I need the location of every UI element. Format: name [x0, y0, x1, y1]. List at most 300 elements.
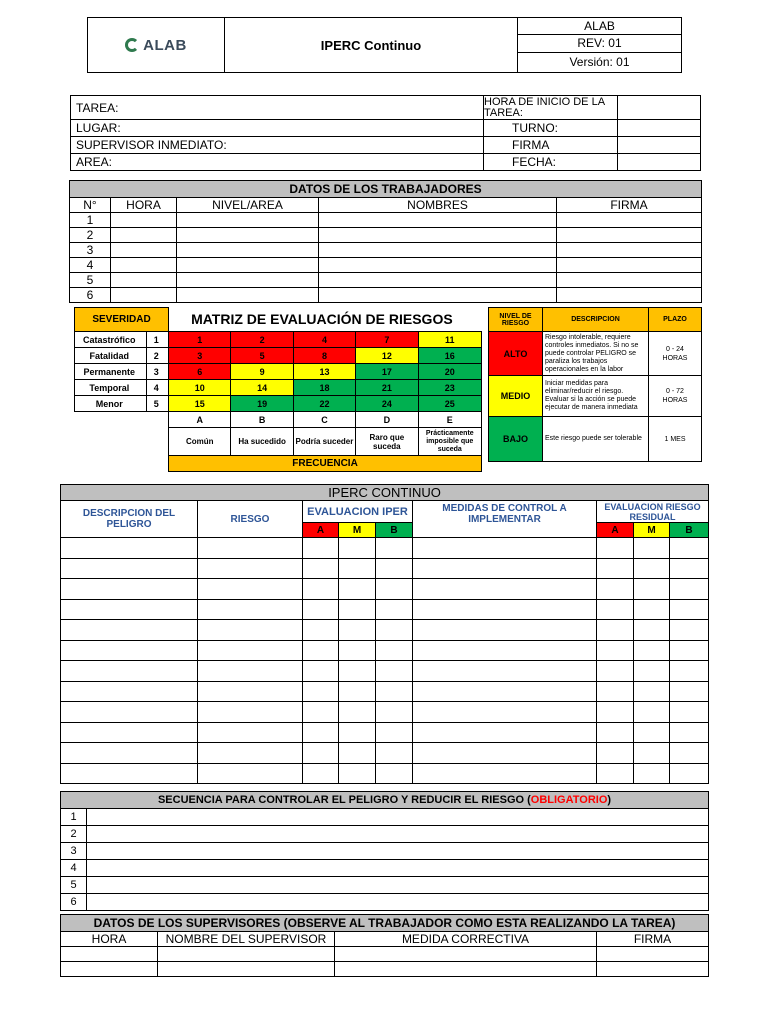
iperc-cell[interactable] — [339, 640, 376, 661]
sup-cell[interactable] — [335, 947, 597, 962]
iperc-cell[interactable] — [303, 640, 339, 661]
level-alto: ALTO — [489, 332, 543, 376]
iperc-cell[interactable] — [413, 579, 597, 600]
severity-label: Temporal — [75, 380, 147, 396]
iperc-row — [61, 579, 709, 600]
iperc-cell[interactable] — [413, 763, 597, 784]
iperc-cell[interactable] — [198, 558, 303, 579]
worker-row — [70, 213, 702, 228]
secuencia-title-close: ) — [607, 794, 612, 806]
worker-cell[interactable] — [177, 213, 319, 228]
iperc-cell[interactable] — [597, 579, 634, 600]
col-numero: N° — [70, 198, 111, 213]
worker-cell[interactable] — [111, 243, 177, 258]
col-hora: HORA — [111, 198, 177, 213]
worker-cell[interactable] — [177, 228, 319, 243]
turno-field[interactable] — [618, 120, 701, 137]
matrix-title: MATRIZ DE EVALUACIÓN DE RIESGOS — [191, 311, 453, 328]
iperc-row — [61, 763, 709, 784]
iperc-cell[interactable] — [413, 599, 597, 620]
worker-number: 5 — [70, 273, 111, 288]
revision-label: REV: 01 — [518, 35, 682, 52]
worker-cell[interactable] — [111, 258, 177, 273]
freq-letter: B — [231, 412, 293, 428]
iperc-cell[interactable] — [634, 558, 670, 579]
iperc-cell[interactable] — [61, 681, 198, 702]
level-alto-desc: Riesgo intolerable, requiere controles inmediatos. Si no se puede controlar PELIGRO se paraliza los trabajos operacionales en la labor — [543, 332, 649, 376]
iperc-cell[interactable] — [634, 599, 670, 620]
desc-peligro-header: DESCRIPCION DEL PELIGRO — [61, 501, 198, 538]
severidad-label: SEVERIDAD — [75, 308, 169, 332]
iperc-cell[interactable] — [670, 579, 709, 600]
sup-cell[interactable] — [335, 962, 597, 977]
iperc-row — [61, 599, 709, 620]
iperc-cell[interactable] — [413, 620, 597, 641]
iperc-cell[interactable] — [61, 640, 198, 661]
iperc-cell[interactable] — [670, 620, 709, 641]
freq-label: Raro que suceda — [356, 428, 418, 456]
tarea-field[interactable]: TAREA: — [71, 96, 484, 120]
worker-cell[interactable] — [319, 273, 557, 288]
iperc-row — [61, 702, 709, 723]
iperc-cell[interactable] — [339, 702, 376, 723]
worker-cell[interactable] — [319, 258, 557, 273]
nivel-header: NIVEL DE RIESGO — [489, 308, 543, 332]
turno-label: TURNO: — [484, 120, 618, 137]
iperc-cell[interactable] — [670, 599, 709, 620]
iperc-cell[interactable] — [198, 620, 303, 641]
secuencia-cell[interactable] — [87, 809, 709, 826]
matrix-row — [75, 364, 482, 380]
iperc-cell[interactable] — [634, 661, 670, 682]
secuencia-title-text: SECUENCIA PARA CONTROLAR EL PELIGRO Y REDUCIR EL RIESGO ( — [157, 794, 531, 806]
iperc-cell[interactable] — [634, 722, 670, 743]
matrix-cell: 15 — [169, 396, 231, 412]
worker-cell[interactable] — [111, 228, 177, 243]
secuencia-number: 6 — [61, 894, 87, 911]
col-nombres: NOMBRES — [319, 198, 557, 213]
iperc-cell[interactable] — [670, 681, 709, 702]
worker-row — [70, 273, 702, 288]
iper-a: A — [303, 523, 339, 538]
sup-cell[interactable] — [61, 947, 158, 962]
secuencia-table — [60, 791, 709, 911]
firma-label: FIRMA — [484, 137, 618, 154]
secuencia-cell[interactable] — [87, 826, 709, 843]
logo-cell — [88, 18, 225, 73]
iperc-cell[interactable] — [597, 620, 634, 641]
medidas-control-header: MEDIDAS DE CONTROL A IMPLEMENTAR — [413, 501, 597, 538]
iperc-cell[interactable] — [597, 681, 634, 702]
matrix-cell: 2 — [231, 332, 293, 348]
worker-cell[interactable] — [557, 228, 702, 243]
worker-cell[interactable] — [319, 228, 557, 243]
sup-cell[interactable] — [61, 962, 158, 977]
worker-cell[interactable] — [557, 258, 702, 273]
matrix-cell: 12 — [356, 348, 418, 364]
iperc-cell[interactable] — [198, 743, 303, 764]
matrix-cell: 6 — [169, 364, 231, 380]
supervisores-title: DATOS DE LOS SUPERVISORES (OBSERVE AL TRABAJADOR COMO ESTA REALIZANDO LA TAREA) — [61, 915, 709, 932]
logo-icon — [125, 38, 139, 52]
freq-letter: D — [356, 412, 418, 428]
iperc-cell[interactable] — [198, 763, 303, 784]
iperc-cell[interactable] — [303, 558, 339, 579]
iper-b: B — [376, 523, 413, 538]
freq-letter: A — [169, 412, 231, 428]
descripcion-header: DESCRIPCION — [543, 308, 649, 332]
iperc-cell[interactable] — [376, 558, 413, 579]
matrix-cell: 14 — [231, 380, 293, 396]
iperc-cell[interactable] — [597, 599, 634, 620]
matrix-cell: 19 — [231, 396, 293, 412]
matrix-cell: 9 — [231, 364, 293, 380]
lugar-field[interactable]: LUGAR: — [71, 120, 484, 137]
matrix-cell: 11 — [418, 332, 482, 348]
iperc-row — [61, 743, 709, 764]
iperc-cell[interactable] — [303, 763, 339, 784]
iperc-cell[interactable] — [339, 579, 376, 600]
iperc-cell[interactable] — [376, 702, 413, 723]
iperc-cell[interactable] — [198, 538, 303, 559]
level-bajo-desc: Este riesgo puede ser tolerable — [543, 417, 649, 462]
secuencia-row — [61, 860, 709, 877]
iperc-table — [60, 484, 709, 784]
document-title: IPERC Continuo — [225, 18, 518, 73]
iperc-row — [61, 538, 709, 559]
severity-number: 3 — [146, 364, 169, 380]
riesgo-header: RIESGO — [198, 501, 303, 538]
matrix-row — [75, 332, 482, 348]
task-info-table — [70, 95, 701, 171]
iperc-cell[interactable] — [198, 599, 303, 620]
iperc-cell[interactable] — [61, 702, 198, 723]
fecha-label: FECHA: — [484, 154, 618, 171]
iperc-cell[interactable] — [670, 722, 709, 743]
worker-cell[interactable] — [177, 288, 319, 303]
severity-number: 1 — [146, 332, 169, 348]
iperc-cell[interactable] — [634, 579, 670, 600]
matrix-row — [75, 380, 482, 396]
iperc-cell[interactable] — [670, 661, 709, 682]
iperc-cell[interactable] — [198, 579, 303, 600]
matrix-cell: 25 — [418, 396, 482, 412]
severity-label: Permanente — [75, 364, 147, 380]
iperc-cell[interactable] — [339, 620, 376, 641]
iperc-cell[interactable] — [303, 722, 339, 743]
worker-number: 3 — [70, 243, 111, 258]
iperc-cell[interactable] — [61, 558, 198, 579]
matrix-cell: 23 — [418, 380, 482, 396]
matrix-cell: 22 — [293, 396, 355, 412]
iperc-row — [61, 558, 709, 579]
level-bajo: BAJO — [489, 417, 543, 462]
iperc-cell[interactable] — [413, 640, 597, 661]
iperc-cell[interactable] — [634, 538, 670, 559]
iperc-cell[interactable] — [376, 538, 413, 559]
iperc-cell[interactable] — [597, 538, 634, 559]
iperc-cell[interactable] — [376, 681, 413, 702]
iperc-row — [61, 722, 709, 743]
level-medio-desc: Iniciar medidas para eliminar/reducir el riesgo. Evaluar si la acción se puede ejecutar de manera inmediata — [543, 376, 649, 417]
iperc-cell[interactable] — [376, 579, 413, 600]
iperc-cell[interactable] — [376, 722, 413, 743]
matrix-cell: 7 — [356, 332, 418, 348]
iperc-cell[interactable] — [413, 702, 597, 723]
iperc-cell[interactable] — [597, 640, 634, 661]
matrix-cell: 1 — [169, 332, 231, 348]
iperc-cell[interactable] — [597, 743, 634, 764]
iperc-cell[interactable] — [303, 620, 339, 641]
iperc-cell[interactable] — [634, 743, 670, 764]
iperc-cell[interactable] — [339, 558, 376, 579]
col-firma: FIRMA — [557, 198, 702, 213]
hora-inicio-label: HORA DE INICIO DE LA TAREA: — [484, 96, 618, 120]
evaluacion-iper-header: EVALUACION IPER — [303, 501, 413, 523]
iperc-cell[interactable] — [339, 661, 376, 682]
iperc-cell[interactable] — [670, 763, 709, 784]
iperc-cell[interactable] — [61, 620, 198, 641]
worker-cell[interactable] — [557, 273, 702, 288]
iperc-cell[interactable] — [670, 558, 709, 579]
sup-col-nombre: NOMBRE DEL SUPERVISOR — [158, 932, 335, 947]
alab-logo: ALAB — [88, 18, 224, 72]
residual-a: A — [597, 523, 634, 538]
iperc-cell[interactable] — [61, 599, 198, 620]
secuencia-cell[interactable] — [87, 843, 709, 860]
level-alto-plazo: 0 - 24 HORAS — [649, 332, 702, 376]
worker-cell[interactable] — [557, 243, 702, 258]
iperc-cell[interactable] — [376, 763, 413, 784]
iperc-cell[interactable] — [376, 620, 413, 641]
plazo-header: PLAZO — [649, 308, 702, 332]
iperc-cell[interactable] — [413, 743, 597, 764]
sup-col-hora: HORA — [61, 932, 158, 947]
worker-number: 6 — [70, 288, 111, 303]
iperc-cell[interactable] — [303, 743, 339, 764]
worker-cell[interactable] — [557, 213, 702, 228]
iperc-cell[interactable] — [376, 661, 413, 682]
matrix-cell: 24 — [356, 396, 418, 412]
iperc-cell[interactable] — [198, 722, 303, 743]
residual-header: EVALUACION RIESGO RESIDUAL — [597, 501, 709, 523]
iperc-cell[interactable] — [413, 558, 597, 579]
freq-label: Podría suceder — [293, 428, 355, 456]
severity-number: 5 — [146, 396, 169, 412]
workers-table — [69, 180, 702, 303]
iperc-cell[interactable] — [303, 599, 339, 620]
secuencia-number: 4 — [61, 860, 87, 877]
iperc-cell[interactable] — [61, 579, 198, 600]
level-medio-plazo: 0 - 72 HORAS — [649, 376, 702, 417]
iperc-row — [61, 681, 709, 702]
matrix-cell: 8 — [293, 348, 355, 364]
secuencia-title — [61, 792, 709, 809]
sup-col-firma: FIRMA — [597, 932, 709, 947]
secuencia-number: 2 — [61, 826, 87, 843]
secuencia-row — [61, 894, 709, 911]
freq-label: Ha sucedido — [231, 428, 293, 456]
iperc-cell[interactable] — [634, 763, 670, 784]
risk-levels-table — [488, 307, 702, 462]
iperc-cell[interactable] — [634, 702, 670, 723]
worker-number: 4 — [70, 258, 111, 273]
worker-cell[interactable] — [319, 243, 557, 258]
iperc-cell[interactable] — [413, 661, 597, 682]
iperc-cell[interactable] — [339, 599, 376, 620]
secuencia-cell[interactable] — [87, 877, 709, 894]
worker-cell[interactable] — [177, 258, 319, 273]
severity-number: 4 — [146, 380, 169, 396]
iperc-cell[interactable] — [61, 743, 198, 764]
iperc-cell[interactable] — [198, 661, 303, 682]
iperc-cell[interactable] — [634, 640, 670, 661]
matrix-row — [75, 348, 482, 364]
fecha-field[interactable] — [618, 154, 701, 171]
worker-number: 2 — [70, 228, 111, 243]
matrix-cell: 18 — [293, 380, 355, 396]
worker-cell[interactable] — [111, 213, 177, 228]
iperc-cell[interactable] — [597, 763, 634, 784]
iperc-cell[interactable] — [339, 722, 376, 743]
matrix-cell: 10 — [169, 380, 231, 396]
iperc-cell[interactable] — [413, 681, 597, 702]
iperc-row — [61, 661, 709, 682]
freq-letter: C — [293, 412, 355, 428]
worker-row — [70, 288, 702, 303]
secuencia-number: 5 — [61, 877, 87, 894]
document-header — [87, 17, 682, 73]
hora-inicio-field[interactable] — [618, 96, 701, 120]
freq-label: Común — [169, 428, 231, 456]
iperc-cell[interactable] — [339, 763, 376, 784]
iperc-cell[interactable] — [597, 722, 634, 743]
secuencia-row — [61, 826, 709, 843]
iperc-cell[interactable] — [61, 538, 198, 559]
iperc-cell[interactable] — [303, 661, 339, 682]
sup-cell[interactable] — [597, 962, 709, 977]
worker-row — [70, 258, 702, 273]
secuencia-number: 3 — [61, 843, 87, 860]
iperc-cell[interactable] — [597, 558, 634, 579]
iperc-cell[interactable] — [597, 661, 634, 682]
worker-cell[interactable] — [557, 288, 702, 303]
iperc-cell[interactable] — [634, 620, 670, 641]
worker-number: 1 — [70, 213, 111, 228]
worker-cell[interactable] — [319, 213, 557, 228]
iperc-cell[interactable] — [413, 538, 597, 559]
secuencia-number: 1 — [61, 809, 87, 826]
severity-label: Menor — [75, 396, 147, 412]
worker-cell[interactable] — [111, 288, 177, 303]
worker-row — [70, 228, 702, 243]
freq-label: Prácticamente imposible que suceda — [418, 428, 482, 456]
firma-field[interactable] — [618, 137, 701, 154]
iperc-cell[interactable] — [339, 743, 376, 764]
iperc-row — [61, 640, 709, 661]
matrix-cell: 16 — [418, 348, 482, 364]
residual-m: M — [634, 523, 670, 538]
workers-title: DATOS DE LOS TRABAJADORES — [70, 181, 702, 198]
matrix-cell: 20 — [418, 364, 482, 380]
iperc-cell[interactable] — [376, 743, 413, 764]
sup-cell[interactable] — [158, 962, 335, 977]
iperc-cell[interactable] — [413, 722, 597, 743]
secuencia-row — [61, 809, 709, 826]
iperc-cell[interactable] — [303, 579, 339, 600]
iperc-cell[interactable] — [597, 702, 634, 723]
severity-label: Fatalidad — [75, 348, 147, 364]
matrix-cell: 5 — [231, 348, 293, 364]
iperc-cell[interactable] — [670, 640, 709, 661]
worker-cell[interactable] — [319, 288, 557, 303]
col-nivel-area: NIVEL/AREA — [177, 198, 319, 213]
worker-row — [70, 243, 702, 258]
severity-number: 2 — [146, 348, 169, 364]
supervisores-table — [60, 914, 709, 977]
iperc-cell[interactable] — [303, 681, 339, 702]
iperc-cell[interactable] — [61, 722, 198, 743]
iperc-cell[interactable] — [339, 538, 376, 559]
worker-cell[interactable] — [177, 273, 319, 288]
iperc-cell[interactable] — [198, 640, 303, 661]
worker-cell[interactable] — [111, 273, 177, 288]
iperc-cell[interactable] — [376, 599, 413, 620]
matrix-cell: 21 — [356, 380, 418, 396]
iperc-cell[interactable] — [339, 681, 376, 702]
severity-label: Catastrófico — [75, 332, 147, 348]
secuencia-cell[interactable] — [87, 860, 709, 877]
iperc-cell[interactable] — [670, 538, 709, 559]
iperc-cell[interactable] — [670, 743, 709, 764]
iper-m: M — [339, 523, 376, 538]
freq-letter: E — [418, 412, 482, 428]
version-label: Versión: 01 — [518, 52, 682, 72]
iperc-cell[interactable] — [198, 681, 303, 702]
iperc-cell[interactable] — [61, 661, 198, 682]
iperc-cell[interactable] — [376, 640, 413, 661]
residual-b: B — [670, 523, 709, 538]
company-name: ALAB — [518, 18, 682, 35]
matrix-cell: 13 — [293, 364, 355, 380]
worker-cell[interactable] — [177, 243, 319, 258]
iperc-cell[interactable] — [634, 681, 670, 702]
matrix-cell: 17 — [356, 364, 418, 380]
iperc-cell[interactable] — [303, 702, 339, 723]
level-bajo-plazo: 1 MES — [649, 417, 702, 462]
iperc-cell[interactable] — [670, 702, 709, 723]
iperc-cell[interactable] — [303, 538, 339, 559]
iperc-title: IPERC CONTINUO — [61, 485, 709, 501]
matrix-row — [75, 396, 482, 412]
iperc-row — [61, 620, 709, 641]
risk-matrix — [74, 307, 482, 472]
iperc-cell[interactable] — [198, 702, 303, 723]
sup-col-medida: MEDIDA CORRECTIVA — [335, 932, 597, 947]
matrix-cell: 3 — [169, 348, 231, 364]
iperc-cell[interactable] — [61, 763, 198, 784]
obligatorio-label: OBLIGATORIO — [530, 794, 608, 806]
sup-cell[interactable] — [597, 947, 709, 962]
level-medio: MEDIO — [489, 376, 543, 417]
matrix-cell: 4 — [293, 332, 355, 348]
frecuencia-label: FRECUENCIA — [169, 456, 482, 472]
sup-cell[interactable] — [158, 947, 335, 962]
secuencia-cell[interactable] — [87, 894, 709, 911]
supervisor-field[interactable]: SUPERVISOR INMEDIATO: — [71, 137, 484, 154]
secuencia-row — [61, 843, 709, 860]
area-field[interactable]: AREA: — [71, 154, 484, 171]
